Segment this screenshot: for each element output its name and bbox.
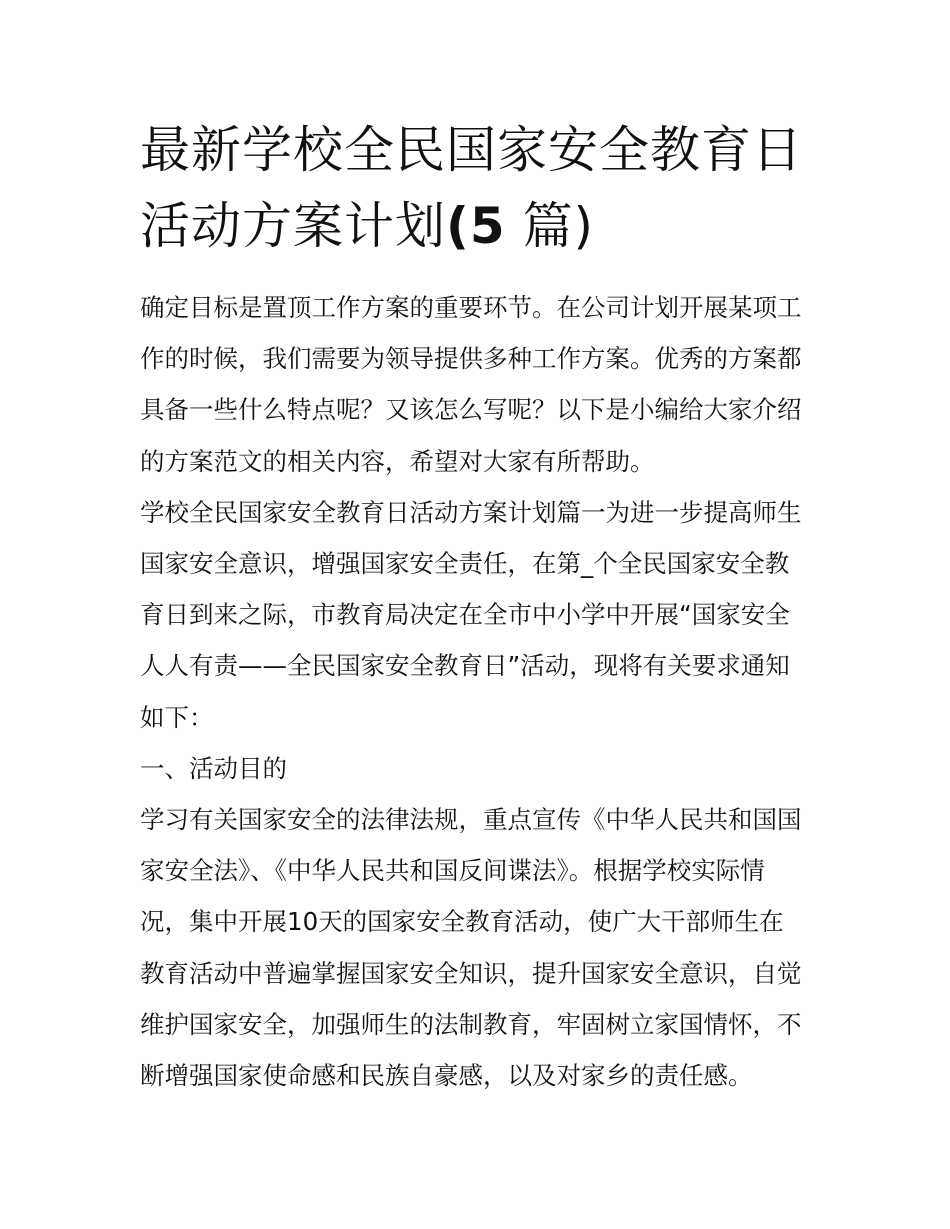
title-suffix: 篇) — [522, 197, 595, 255]
text-line: 教育活动中普遍掌握国家安全知识，提升国家安全意识，自觉 — [140, 958, 802, 988]
text-line: 确定目标是置顶工作方案的重要环节。在公司计划开展某项工 — [140, 293, 802, 322]
title-count: (5 — [446, 197, 506, 255]
intro-paragraph — [140, 282, 816, 487]
text-line: 的方案范文的相关内容，希望对大家有所帮助。 — [140, 446, 655, 476]
title-line-2 — [140, 188, 816, 264]
text-line: 如下： — [140, 702, 214, 732]
notice-paragraph — [140, 487, 816, 743]
text-line: 况，集中开展10天的国家安全教育活动，使广大干部师生在 — [140, 907, 784, 937]
text-line: 人人有责——全民国家安全教育日”活动，现将有关要求通知 — [140, 651, 790, 681]
title-line-2-text: 活动方案计划 — [140, 197, 446, 255]
text-line: 维护国家安全，加强师生的法制教育，牢固树立家国情怀，不 — [140, 1009, 802, 1039]
section-heading-text: 一、活动目的 — [140, 753, 287, 783]
text-line: 具备一些什么特点呢？又该怎么写呢？以下是小编给大家介绍 — [140, 395, 802, 425]
text-line: 学校全民国家安全教育日活动方案计划篇一为进一步提高师生 — [140, 497, 802, 527]
title-line-1: 最新学校全民国家安全教育日 — [140, 121, 803, 179]
text-line: 国家安全意识，增强国家安全责任，在第_个全民国家安全教 — [140, 549, 790, 579]
text-line: 育日到来之际，市教育局决定在全市中小学中开展“国家安全 — [140, 600, 790, 630]
text-line: 断增强国家使命感和民族自豪感，以及对家乡的责任感。 — [140, 1061, 753, 1091]
purpose-paragraph — [140, 794, 816, 1101]
document-page — [140, 112, 816, 1101]
text-line: 学习有关国家安全的法律法规，重点宣传《中华人民共和国国 — [140, 805, 802, 835]
document-body — [140, 282, 816, 1101]
text-line: 作的时候，我们需要为领导提供多种工作方案。优秀的方案都 — [140, 344, 802, 374]
text-line: 家安全法》、《中华人民共和国反间谍法》。根据学校实际情 — [140, 856, 765, 886]
section-heading — [140, 743, 816, 794]
document-title — [140, 112, 816, 264]
